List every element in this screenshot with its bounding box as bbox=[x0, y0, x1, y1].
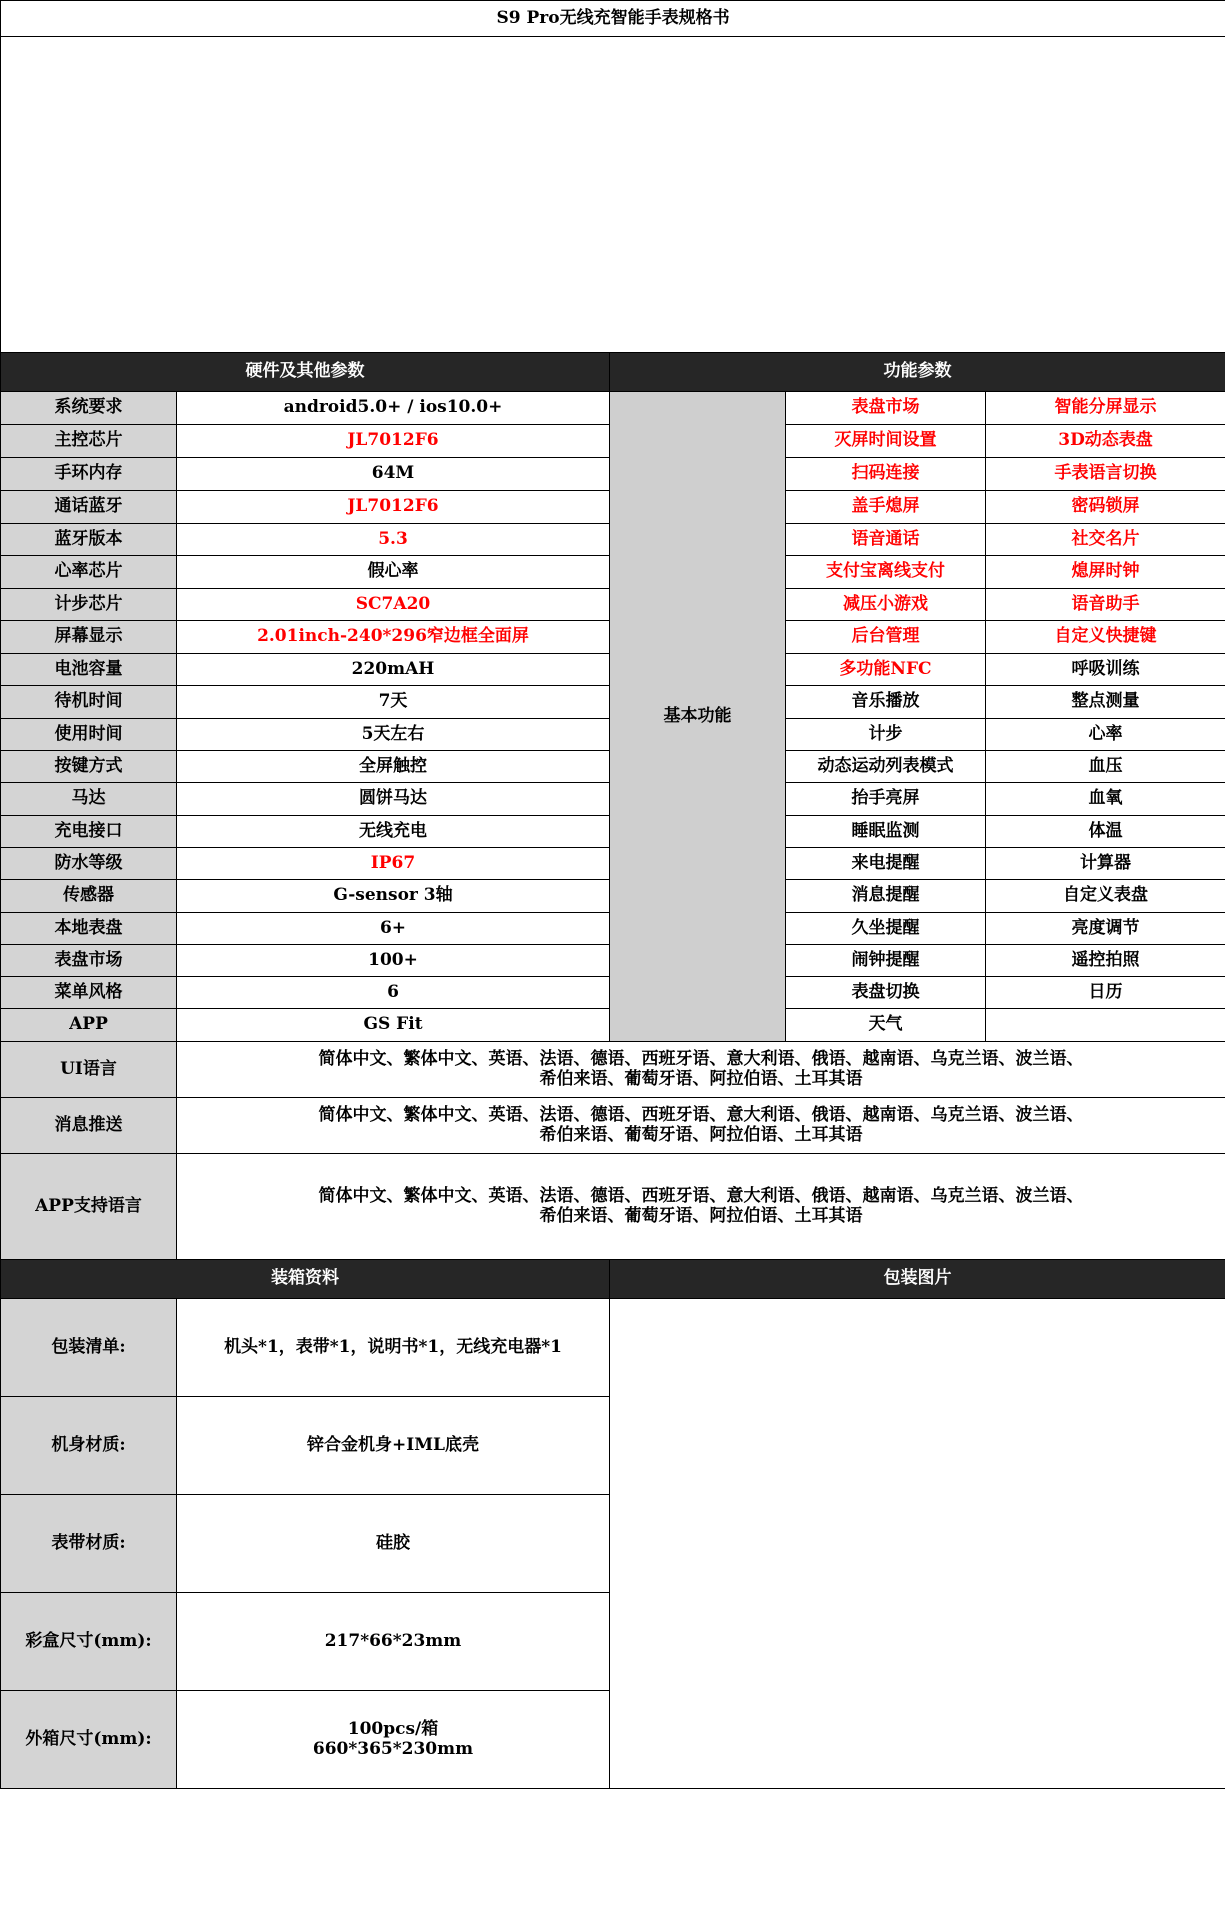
function-item: 熄屏时钟 bbox=[986, 556, 1225, 589]
function-item: 久坐提醒 bbox=[786, 913, 986, 945]
hardware-value: 6+ bbox=[177, 913, 610, 945]
function-item: 自定义快捷键 bbox=[986, 621, 1225, 654]
function-item: 音乐播放 bbox=[786, 686, 986, 719]
function-item: 计算器 bbox=[986, 848, 1225, 880]
hardware-value: JL7012F6 bbox=[177, 491, 610, 524]
function-item: 智能分屏显示 bbox=[986, 392, 1225, 425]
hardware-label: 充电接口 bbox=[1, 816, 177, 848]
function-item: 亮度调节 bbox=[986, 913, 1225, 945]
hardware-label: 系统要求 bbox=[1, 392, 177, 425]
language-label: UI语言 bbox=[1, 1042, 177, 1098]
hardware-label: 表盘市场 bbox=[1, 945, 177, 977]
hardware-value: 5天左右 bbox=[177, 719, 610, 751]
function-item: 血压 bbox=[986, 751, 1225, 783]
hardware-label: APP bbox=[1, 1009, 177, 1042]
language-list-line: 简体中文、繁体中文、英语、法语、德语、西班牙语、意大利语、俄语、越南语、乌克兰语、波兰语、 bbox=[318, 1185, 1084, 1206]
function-item: 消息提醒 bbox=[786, 880, 986, 913]
packing-row bbox=[1, 1299, 1225, 1397]
function-item: 语音助手 bbox=[986, 589, 1225, 621]
function-item: 闹钟提醒 bbox=[786, 945, 986, 977]
basic-function-label: 基本功能 bbox=[610, 392, 786, 1042]
hardware-value: 无线充电 bbox=[177, 816, 610, 848]
language-list bbox=[177, 1042, 1225, 1098]
hardware-label: 电池容量 bbox=[1, 654, 177, 686]
language-label: 消息推送 bbox=[1, 1098, 177, 1154]
function-item: 血氧 bbox=[986, 783, 1225, 816]
hardware-label: 屏幕显示 bbox=[1, 621, 177, 654]
hardware-value: 全屏触控 bbox=[177, 751, 610, 783]
packing-label: 外箱尺寸(mm): bbox=[1, 1691, 177, 1789]
section-header-row bbox=[1, 353, 1225, 392]
language-list-line: 希伯来语、葡萄牙语、阿拉伯语、土耳其语 bbox=[539, 1124, 863, 1145]
function-item: 计步 bbox=[786, 719, 986, 751]
function-item: 体温 bbox=[986, 816, 1225, 848]
packing-label: 机身材质: bbox=[1, 1397, 177, 1495]
hardware-label: 传感器 bbox=[1, 880, 177, 913]
function-item: 扫码连接 bbox=[786, 458, 986, 491]
packing-value-line: 硅胶 bbox=[376, 1532, 410, 1553]
function-item: 语音通话 bbox=[786, 524, 986, 556]
hardware-label: 待机时间 bbox=[1, 686, 177, 719]
hardware-value: 2.01inch-240*296窄边框全面屏 bbox=[177, 621, 610, 654]
hardware-label: 马达 bbox=[1, 783, 177, 816]
packing-value-line: 217*66*23mm bbox=[324, 1630, 462, 1651]
hardware-label: 手环内存 bbox=[1, 458, 177, 491]
packing-label: 表带材质: bbox=[1, 1495, 177, 1593]
hardware-label: 菜单风格 bbox=[1, 977, 177, 1009]
function-item: 呼吸训练 bbox=[986, 654, 1225, 686]
language-list bbox=[177, 1098, 1225, 1154]
language-list bbox=[177, 1154, 1225, 1260]
language-row bbox=[1, 1042, 1225, 1098]
function-item: 日历 bbox=[986, 977, 1225, 1009]
hardware-value: 7天 bbox=[177, 686, 610, 719]
language-label: APP支持语言 bbox=[1, 1154, 177, 1260]
packing-header-row bbox=[1, 1260, 1225, 1299]
hardware-label: 本地表盘 bbox=[1, 913, 177, 945]
hardware-value: 假心率 bbox=[177, 556, 610, 589]
packing-value-line: 锌合金机身+IML底壳 bbox=[307, 1434, 479, 1455]
package-image-header: 包装图片 bbox=[610, 1260, 1225, 1299]
function-item: 手表语言切换 bbox=[986, 458, 1225, 491]
function-item: 3D动态表盘 bbox=[986, 425, 1225, 458]
hardware-value: IP67 bbox=[177, 848, 610, 880]
language-list-line: 希伯来语、葡萄牙语、阿拉伯语、土耳其语 bbox=[539, 1068, 863, 1089]
packing-value-line: 660*365*230mm bbox=[312, 1738, 474, 1759]
function-item: 睡眠监测 bbox=[786, 816, 986, 848]
spec-row bbox=[1, 392, 1225, 425]
hardware-value: 圆饼马达 bbox=[177, 783, 610, 816]
hardware-value: SC7A20 bbox=[177, 589, 610, 621]
function-item: 动态运动列表模式 bbox=[786, 751, 986, 783]
function-item bbox=[986, 1009, 1225, 1042]
packing-header: 装箱资料 bbox=[1, 1260, 610, 1299]
language-row bbox=[1, 1098, 1225, 1154]
hardware-value: 64M bbox=[177, 458, 610, 491]
function-header: 功能参数 bbox=[610, 353, 1225, 392]
title-row bbox=[1, 1, 1225, 37]
function-item: 来电提醒 bbox=[786, 848, 986, 880]
sheet-title: S9 Pro无线充智能手表规格书 bbox=[1, 1, 1225, 37]
function-item: 社交名片 bbox=[986, 524, 1225, 556]
function-item: 支付宝离线支付 bbox=[786, 556, 986, 589]
function-item: 后台管理 bbox=[786, 621, 986, 654]
function-item: 表盘市场 bbox=[786, 392, 986, 425]
function-item: 密码锁屏 bbox=[986, 491, 1225, 524]
product-image-placeholder bbox=[1, 37, 1225, 353]
hardware-label: 蓝牙版本 bbox=[1, 524, 177, 556]
function-item: 灭屏时间设置 bbox=[786, 425, 986, 458]
hardware-label: 心率芯片 bbox=[1, 556, 177, 589]
language-row bbox=[1, 1154, 1225, 1260]
function-item: 遥控拍照 bbox=[986, 945, 1225, 977]
hardware-value: 5.3 bbox=[177, 524, 610, 556]
packing-value bbox=[177, 1397, 610, 1495]
language-list-line: 希伯来语、葡萄牙语、阿拉伯语、土耳其语 bbox=[539, 1205, 863, 1226]
function-item: 表盘切换 bbox=[786, 977, 986, 1009]
packing-label: 彩盒尺寸(mm): bbox=[1, 1593, 177, 1691]
package-image-placeholder bbox=[610, 1299, 1225, 1789]
packing-value-line: 机头*1，表带*1，说明书*1，无线充电器*1 bbox=[224, 1336, 562, 1357]
function-item: 盖手熄屏 bbox=[786, 491, 986, 524]
hardware-value: 220mAH bbox=[177, 654, 610, 686]
hardware-value: GS Fit bbox=[177, 1009, 610, 1042]
hardware-value: android5.0+ / ios10.0+ bbox=[177, 392, 610, 425]
function-item: 整点测量 bbox=[986, 686, 1225, 719]
function-item: 多功能NFC bbox=[786, 654, 986, 686]
hardware-label: 通话蓝牙 bbox=[1, 491, 177, 524]
hardware-label: 使用时间 bbox=[1, 719, 177, 751]
hardware-label: 防水等级 bbox=[1, 848, 177, 880]
function-item: 心率 bbox=[986, 719, 1225, 751]
language-list-line: 简体中文、繁体中文、英语、法语、德语、西班牙语、意大利语、俄语、越南语、乌克兰语、波兰语、 bbox=[318, 1048, 1084, 1069]
hardware-header: 硬件及其他参数 bbox=[1, 353, 610, 392]
hardware-label: 计步芯片 bbox=[1, 589, 177, 621]
product-image-area bbox=[1, 37, 1225, 353]
packing-value-line: 100pcs/箱 bbox=[347, 1718, 439, 1739]
hardware-value: G-sensor 3轴 bbox=[177, 880, 610, 913]
packing-value bbox=[177, 1691, 610, 1789]
function-item: 自定义表盘 bbox=[986, 880, 1225, 913]
function-item: 减压小游戏 bbox=[786, 589, 986, 621]
language-list-line: 简体中文、繁体中文、英语、法语、德语、西班牙语、意大利语、俄语、越南语、乌克兰语、波兰语、 bbox=[318, 1104, 1084, 1125]
hardware-label: 主控芯片 bbox=[1, 425, 177, 458]
hardware-value: JL7012F6 bbox=[177, 425, 610, 458]
hardware-value: 100+ bbox=[177, 945, 610, 977]
packing-label: 包装清单: bbox=[1, 1299, 177, 1397]
function-item: 天气 bbox=[786, 1009, 986, 1042]
packing-value bbox=[177, 1299, 610, 1397]
hardware-value: 6 bbox=[177, 977, 610, 1009]
packing-value bbox=[177, 1593, 610, 1691]
packing-value bbox=[177, 1495, 610, 1593]
hardware-label: 按键方式 bbox=[1, 751, 177, 783]
function-item: 抬手亮屏 bbox=[786, 783, 986, 816]
